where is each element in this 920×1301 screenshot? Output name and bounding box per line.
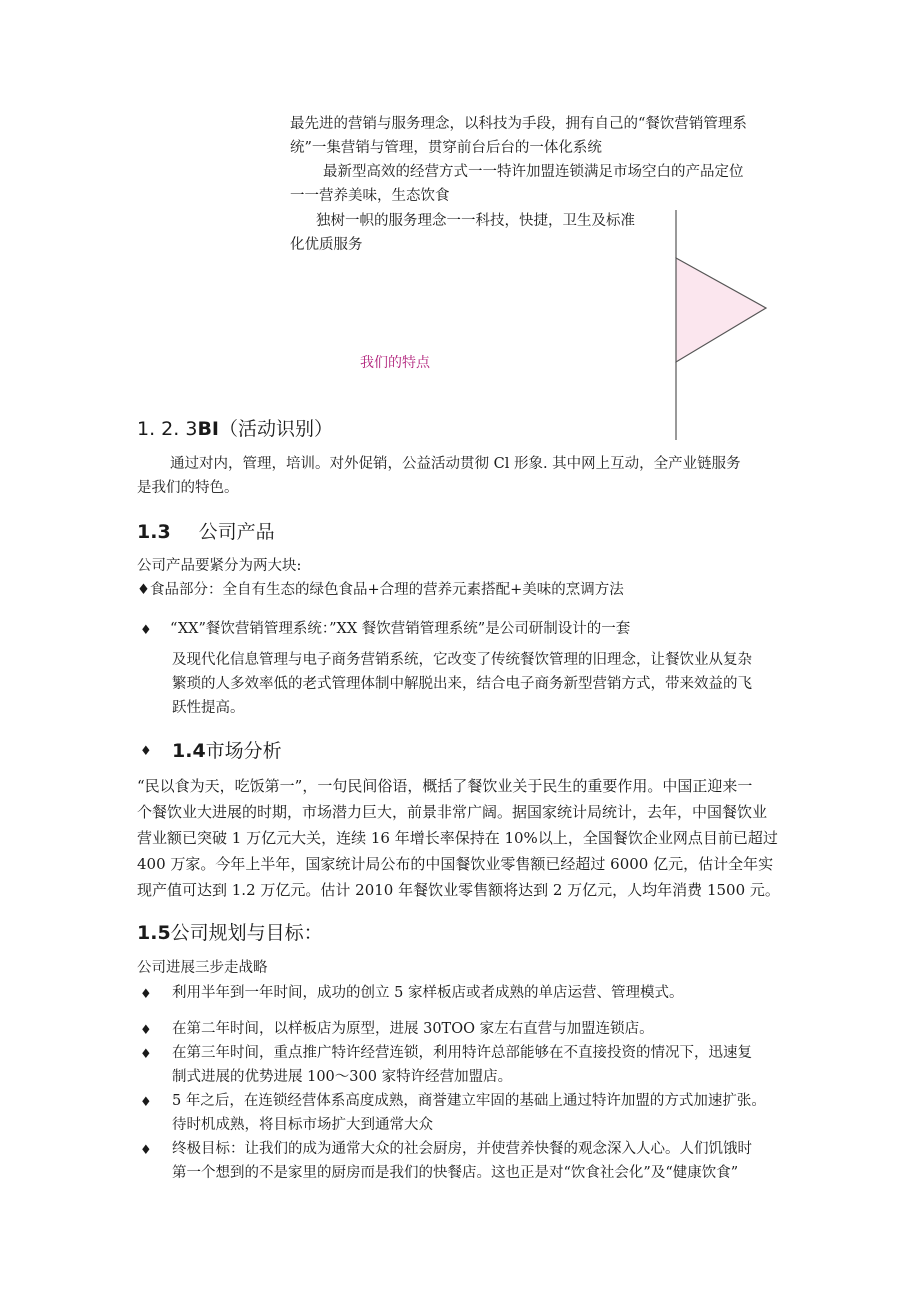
section-1-3-bullet-2-line-4: 跃性提高。 bbox=[172, 700, 245, 716]
plan-item-5-line-2: 第一个想到的不是家里的厨房而是我们的快餐店。这也正是对“饮食社会化”及“健康饮食” bbox=[172, 1165, 739, 1181]
section-1-3-bullet-2-line-3: 繁琐的人多效率低的老式管理体制中解脱出来，结合电子商务新型营销方式，带来效益的飞 bbox=[172, 676, 752, 692]
heading-1-4-num: 1.4 bbox=[172, 740, 206, 762]
heading-1-5-num: 1.5 bbox=[137, 922, 171, 944]
heading-1-5-text: 公司规划与目标： bbox=[170, 922, 323, 944]
section-1-2-3-line-2: 是我们的特色。 bbox=[137, 480, 239, 496]
section-1-2-3-line-1: 通过对内，管理，培训。对外促销，公益活动贯彻 Cl 形象. 其中网上互动，全产业链服务 bbox=[170, 456, 741, 472]
intro-line-5: 独树一帜的服务理念一一科技，快捷，卫生及标准 bbox=[316, 213, 635, 229]
section-1-4-line-1: “民以食为天，吃饭第一”，一句民间俗语，概括了餐饮业关于民生的重要作用。中国正迎来一 bbox=[137, 777, 753, 795]
plan-item-5-line-1: 终极目标：让我们的成为通常大众的社会厨房，并使营养快餐的观念深入人心。人们饥饿时 bbox=[172, 1141, 752, 1157]
plan-item-3-line-2: 制式进展的优势进展 100～300 家特许经营加盟店。 bbox=[172, 1069, 513, 1085]
section-1-4-line-5: 现产值可达到 1.2 万亿元。估计 2010 年餐饮业零售额将达到 2 万亿元，人均年消费 1500 元。 bbox=[137, 881, 780, 899]
feature-arrow-graphic bbox=[660, 210, 772, 442]
plan-item-4-line-1: 5 年之后，在连锁经营体系高度成熟，商誉建立牢固的基础上通过特许加盟的方式加速扩张。 bbox=[172, 1093, 766, 1109]
heading-1-3-text: 公司产品 bbox=[198, 521, 275, 543]
section-1-4-line-4: 400 万家。今年上半年，国家统计局公布的中国餐饮业零售额已经超过 6000 亿元，估计全年实 bbox=[137, 855, 774, 873]
section-1-5-intro: 公司进展三步走战略 bbox=[137, 960, 268, 976]
heading-1-2-3-num: 1. 2. 3 bbox=[137, 418, 198, 440]
bullet-marker: ♦ bbox=[140, 623, 152, 638]
bullet-marker: ♦ bbox=[140, 1095, 152, 1110]
heading-1-3-num: 1.3 bbox=[137, 521, 171, 543]
plan-item-2-line-1: 在第二年时间，以样板店为原型，进展 30TOO 家左右直营与加盟连锁店。 bbox=[172, 1021, 654, 1037]
feature-label: 我们的特点 bbox=[360, 355, 430, 371]
plan-item-3-line-1: 在第三年时间，重点推广特许经营连锁，利用特许总部能够在不直接投资的情况下，迅速复 bbox=[172, 1045, 752, 1061]
intro-line-2: 统”一集营销与管理，贯穿前台后台的一体化系统 bbox=[290, 140, 602, 156]
heading-1-2-3-bold: BI bbox=[197, 418, 219, 440]
heading-1-3 bbox=[137, 517, 275, 544]
section-1-4-line-2: 个餐饮业大进展的时期，市场潜力巨大，前景非常广阔。据国家统计局统计，去年，中国餐饮业 bbox=[137, 803, 768, 821]
heading-1-2-3-rest: （活动识别） bbox=[219, 418, 334, 440]
intro-line-6: 化优质服务 bbox=[290, 237, 363, 253]
heading-1-2-3 bbox=[137, 414, 333, 441]
section-1-4-line-3: 营业额已突破 1 万亿元大关，连续 16 年增长率保持在 10%以上，全国餐饮企业网点目前已超过 bbox=[137, 829, 778, 847]
bullet-marker: ♦ bbox=[140, 1047, 152, 1062]
section-1-3-bullet-1: ♦食品部分：全自有生态的绿色食品+合理的营养元素搭配+美味的烹调方法 bbox=[137, 582, 624, 598]
section-1-3-intro: 公司产品要紧分为两大块: bbox=[137, 558, 302, 574]
intro-line-4: 一一营养美味，生态饮食 bbox=[290, 188, 450, 204]
intro-line-3: 最新型高效的经营方式一一特许加盟连锁满足市场空白的产品定位 bbox=[323, 164, 744, 180]
heading-1-4-text: 市场分析 bbox=[205, 740, 282, 762]
section-1-3-bullet-2-line-2: 及现代化信息管理与电子商务营销系统，它改变了传统餐饮管理的旧理念，让餐饮业从复杂 bbox=[172, 652, 752, 668]
section-1-3-bullet-2-line-1: “XX”餐饮营销管理系统：”XX 餐饮营销管理系统”是公司研制设计的一套 bbox=[170, 621, 631, 637]
heading-1-5 bbox=[137, 918, 323, 945]
plan-item-4-line-2: 待时机成熟，将目标市场扩大到通常大众 bbox=[172, 1117, 433, 1133]
plan-item-1-line-1: 利用半年到一年时间，成功的创立 5 家样板店或者成熟的单店运营、管理模式。 bbox=[172, 985, 684, 1001]
heading-1-4 bbox=[172, 736, 282, 763]
intro-line-1: 最先进的营销与服务理念，以科技为手段，拥有自己的“餐饮营销管理系 bbox=[290, 116, 747, 132]
bullet-marker: ♦ bbox=[140, 744, 152, 759]
bullet-marker: ♦ bbox=[140, 987, 152, 1002]
bullet-marker: ♦ bbox=[140, 1023, 152, 1038]
bullet-marker: ♦ bbox=[140, 1143, 152, 1158]
